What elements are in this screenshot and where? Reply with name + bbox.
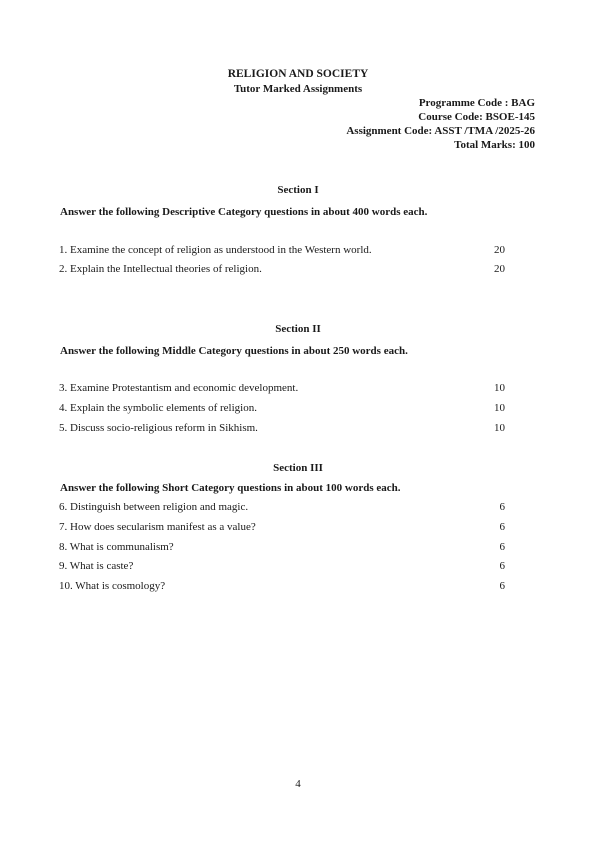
- question-row: [59, 501, 505, 515]
- programme-code: Programme Code : BAG: [418, 97, 535, 109]
- question-row: [59, 244, 505, 258]
- question-marks: 6: [499, 580, 505, 592]
- question-row: [59, 560, 505, 574]
- question-text: 6. Distinguish between religion and magic.: [59, 501, 249, 513]
- question-marks: 20: [494, 244, 505, 256]
- question-text: 1. Examine the concept of religion as understood in the Western world.: [59, 244, 372, 256]
- question-marks: 6: [499, 501, 505, 513]
- question-text: 3. Examine Protestantism and economic development.: [59, 382, 299, 394]
- question-marks: 10: [494, 402, 505, 414]
- course-code: Course Code: BSOE-145: [418, 111, 535, 123]
- question-text: 4. Explain the symbolic elements of religion.: [59, 402, 257, 414]
- question-row: [59, 521, 505, 535]
- assignment-meta: [346, 96, 535, 152]
- question-marks: 10: [494, 422, 505, 434]
- assignment-code: Assignment Code: ASST /TMA /2025-26: [346, 125, 535, 137]
- question-row: [59, 402, 505, 416]
- section-1-heading: Section I: [277, 184, 319, 196]
- question-text: 10. What is cosmology?: [59, 580, 166, 592]
- question-row: [59, 580, 505, 594]
- question-text: 2. Explain the Intellectual theories of religion.: [59, 263, 262, 275]
- question-marks: 6: [499, 560, 505, 572]
- question-row: [59, 382, 505, 396]
- document-subtitle: Tutor Marked Assignments: [233, 83, 363, 95]
- question-row: [59, 422, 505, 436]
- page-number: 4: [295, 778, 301, 790]
- question-text: 5. Discuss socio-religious reform in Sikhism.: [59, 422, 258, 434]
- question-text: 8. What is communalism?: [59, 541, 174, 553]
- question-text: 7. How does secularism manifest as a value?: [59, 521, 256, 533]
- document-title: RELIGION AND SOCIETY: [227, 68, 369, 80]
- section-2-instruction: Answer the following Middle Category questions in about 250 words each.: [60, 345, 408, 357]
- question-marks: 6: [499, 541, 505, 553]
- section-3-heading: Section III: [273, 462, 323, 474]
- question-row: [59, 541, 505, 555]
- question-row: [59, 263, 505, 277]
- question-marks: 10: [494, 382, 505, 394]
- question-text: 9. What is caste?: [59, 560, 134, 572]
- total-marks: Total Marks: 100: [454, 139, 535, 151]
- question-marks: 6: [499, 521, 505, 533]
- section-2-heading: Section II: [275, 323, 321, 335]
- question-marks: 20: [494, 263, 505, 275]
- section-3-instruction: Answer the following Short Category questions in about 100 words each.: [60, 482, 401, 494]
- section-1-instruction: Answer the following Descriptive Category questions in about 400 words each.: [60, 206, 428, 218]
